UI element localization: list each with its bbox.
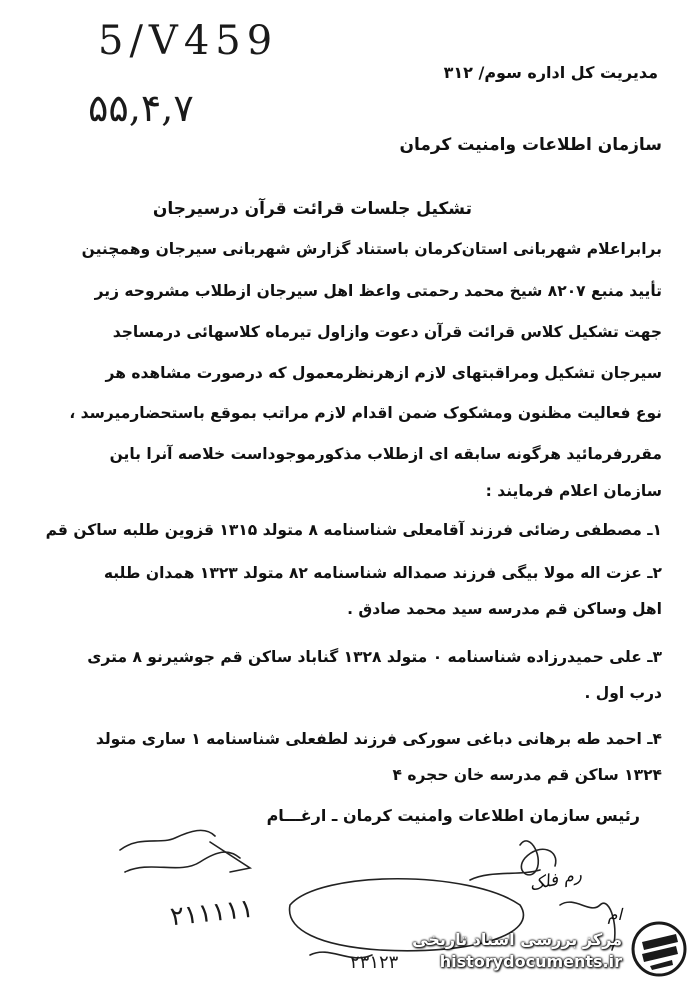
body-line: مقررفرمائید هرگونه سابقه ای ازطلاب مذکورموجوداست خلاصه آنرا باین: [109, 445, 662, 463]
watermark-title: مرکز بررسی اسناد تاریخی: [412, 930, 622, 949]
body-line: تأیید منبع ۸۲۰۷ شیخ محمد رحمتی واعظ اهل سیرجان ازطلاب مشروحه زیر: [94, 282, 662, 300]
organization-header: سازمان اطلاعات وامنیت کرمان: [399, 135, 662, 155]
list-item: ۱۳۲۴ ساکن قم مدرسه خان حجره ۴: [392, 766, 662, 784]
body-line: سازمان اعلام فرمایند :: [485, 482, 662, 500]
list-item: ۲ـ عزت اله مولا بیگی فرزند صمداله شناسنامه ۸۲ متولد ۱۳۲۳ همدان طلبه: [103, 564, 662, 582]
list-item: ۳ـ علی حمیدرزاده شناسنامه ۰ متولد ۱۳۲۸ گناباد ساکن قم جوشیرنو ۸ متری: [87, 648, 662, 666]
scribble-left-stroke: [125, 852, 240, 872]
list-item: ۱ـ مصطفی رضائی فرزند آقامعلی شناسنامه ۸ متولد ۱۳۱۵ قزوین طلبه ساکن قم: [45, 521, 662, 539]
signature-line: رئیس سازمان اطلاعات وامنیت کرمان ـ ارغـــام: [266, 806, 640, 825]
department-header: مدیریت کل اداره سوم/ ۳۱۲: [443, 63, 658, 82]
scribble-left-stroke: [120, 830, 215, 850]
watermark-url: historydocuments.ir: [439, 952, 622, 971]
list-item: درب اول .: [584, 684, 662, 702]
body-line: نوع فعالیت مظنون ومشکوک ضمن اقدام لازم مراتب بموقع باستحضارمیرسد ،: [69, 404, 662, 422]
handwritten-signature-number-2: ۲۳۱۲۳: [350, 952, 399, 973]
handwritten-scrawl-2: ام: [607, 905, 622, 924]
scribble-left-stroke: [210, 842, 250, 872]
handwritten-date: ۵۵,۴,۷: [88, 86, 194, 130]
handwritten-signature-number: ۲۱۱۱۱۱: [168, 893, 256, 933]
archive-logo-icon: [628, 920, 690, 978]
body-line: سیرجان تشکیل ومراقبتهای لازم ازهرنظرمعمول که درصورت مشاهده هر: [105, 364, 662, 382]
document-subject: تشکیل جلسات قرائت قرآن درسیرجان: [152, 199, 472, 219]
handwritten-reference-number: 5/V459: [98, 18, 279, 64]
handwritten-scrawl: رم فلک: [527, 864, 584, 896]
list-item: اهل وساکن قم مدرسه سید محمد صادق .: [347, 600, 662, 618]
list-item: ۴ـ احمد طه برهانی دباغی سورکی فرزند لطفعلی شناسنامه ۱ ساری متولد: [95, 730, 662, 748]
body-line: برابراعلام شهربانی استان‌کرمان باستناد گزارش شهربانی سیرجان وهمچنین: [81, 240, 662, 258]
body-line: جهت تشکیل کلاس قرائت قرآن دعوت وازاول تیرماه کلاسهائی درمساجد: [112, 323, 662, 341]
